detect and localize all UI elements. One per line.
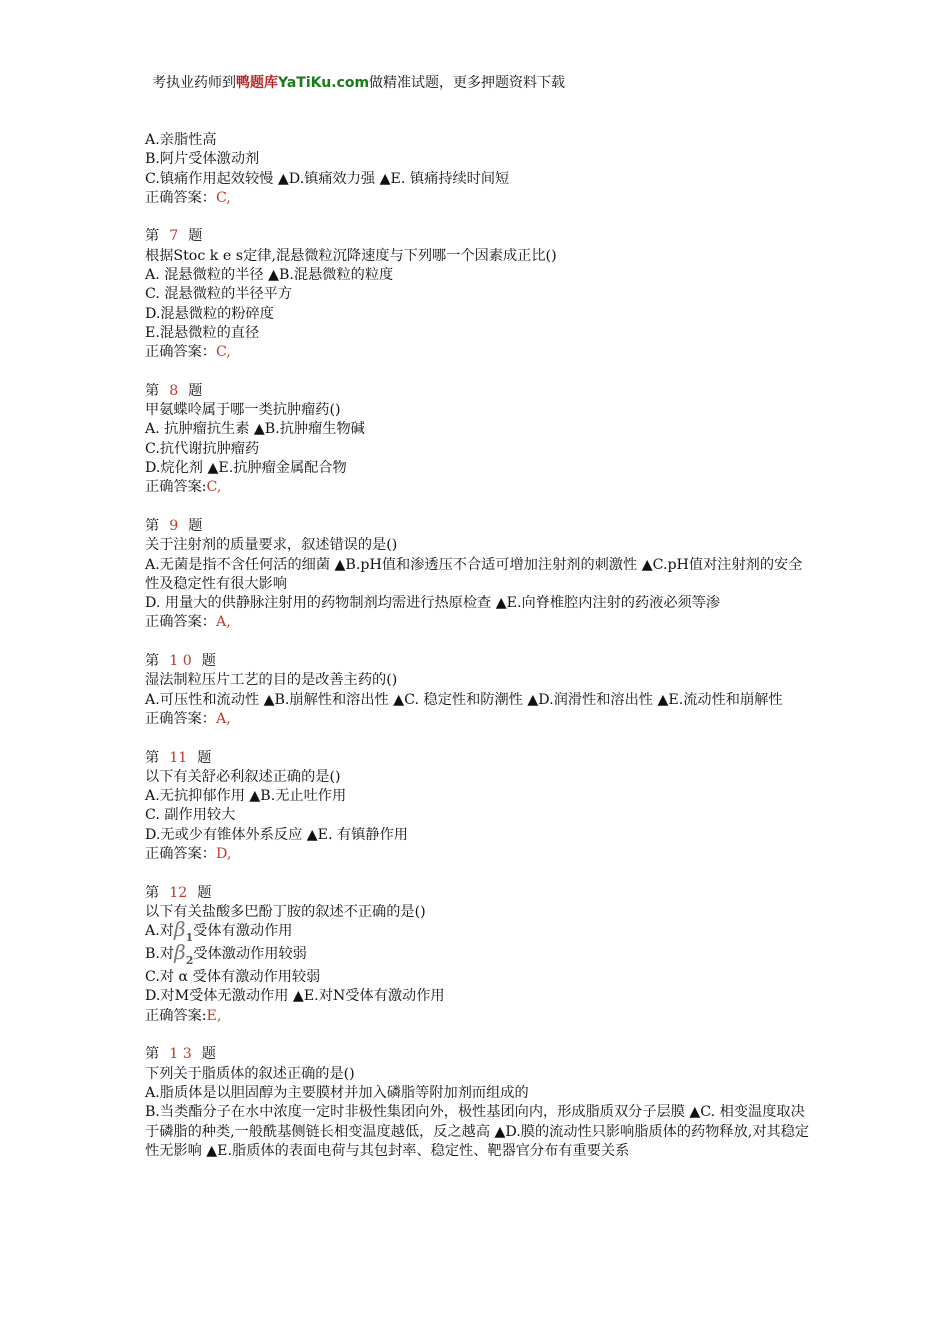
option-line: C.对 α 受体有激动作用较弱 [145,969,321,986]
beta-subscript: 2 [185,954,194,968]
answer-label: 正确答案： [145,344,216,361]
heading-suffix: 题 [188,228,203,245]
option-line [145,917,810,945]
question-11 [145,749,810,865]
question-stem: 关于注射剂的质量要求，叙述错误的是() [145,537,398,554]
question-10 [145,652,810,729]
option-line: C. 混悬微粒的半径平方 [145,286,293,303]
question-heading [145,749,810,768]
question-stem: 根据Stoc k e s定律,混悬微粒沉降速度与下列哪一个因素成正比() [145,247,557,264]
question-number: 9 [169,517,179,534]
heading-suffix: 题 [201,653,216,670]
answer-line [145,613,810,632]
option-prefix: B.对 [145,946,175,963]
page-header [152,72,565,92]
option-line: A.可压性和流动性 ▲B.崩解性和溶出性 ▲C. 稳定性和防潮性 ▲D.润滑性和溶出性 ▲E.流动性和崩解性 [145,691,783,708]
answer-label: 正确答案： [145,710,216,727]
question-number: 1 3 [169,1046,192,1063]
question-12 [145,884,810,1026]
answer-label: 正确答案： [145,845,216,862]
question-6-tail [145,131,810,208]
option-line: A. 混悬微粒的半径 ▲B.混悬微粒的粒度 [145,267,394,284]
header-site-link[interactable]: YaTiKu.com [278,75,370,91]
option-line: A.无菌是指不含任何活的细菌 ▲B.pH值和渗透压不合适可增加注射剂的刺激性 ▲C.pH值对注射剂的安全性及稳定性有很大影响 [145,556,803,592]
answer-line [145,343,810,362]
option-line: C.抗代谢抗肿瘤药 [145,440,260,457]
option-line: A. 抗肿瘤抗生素 ▲B.抗肿瘤生物碱 [145,421,365,438]
answer-value: C, [206,479,222,496]
beta-glyph: β [174,940,186,965]
question-heading [145,652,810,671]
heading-suffix: 题 [197,884,212,901]
question-heading [145,1045,810,1064]
header-prefix: 考执业药师到 [152,75,236,91]
beta-glyph: β [173,917,186,942]
option-line: C.镇痛作用起效较慢 ▲D.镇痛效力强 ▲E. 镇痛持续时间短 [145,170,510,187]
answer-value: A, [215,710,231,727]
option-prefix: A.对 [145,923,174,940]
heading-prefix: 第 [145,1046,160,1063]
question-stem: 以下有关盐酸多巴酚丁胺的叙述不正确的是() [145,903,426,920]
question-7 [145,227,810,362]
question-heading [145,517,810,536]
answer-line [145,1007,810,1026]
question-13 [145,1045,810,1161]
question-stem: 下列关于脂质体的叙述正确的是() [145,1065,355,1082]
question-number: 7 [169,228,179,245]
option-line: B.阿片受体激动剂 [145,151,260,168]
question-heading [145,884,810,903]
answer-label: 正确答案: [145,479,207,496]
heading-suffix: 题 [197,749,212,766]
answer-line [145,845,810,864]
answer-label: 正确答案： [145,189,216,206]
answer-label: 正确答案: [145,1007,207,1024]
question-heading [145,227,810,246]
heading-suffix: 题 [188,517,203,534]
answer-value: C, [215,189,231,206]
heading-prefix: 第 [145,382,160,399]
option-line: A.脂质体是以胆固醇为主要膜材并加入磷脂等附加剂而组成的 [145,1084,529,1101]
answer-value: E, [206,1007,222,1024]
question-8 [145,382,810,498]
answer-line [145,710,810,729]
heading-prefix: 第 [145,884,160,901]
option-line: B.当类酯分子在水中浓度一定时非极性集团向外，极性基团向内，形成脂质双分子层膜 ▲C. 相变温度取决于磷脂的种类,一般酰基侧链长相变温度越低，反之越高 ▲D.膜的流动性只影响脂质体的药物释放,对其稳定性无影响 ▲E.脂质体的表面电荷与其包封率、稳定性、靶器官分布有重要关系 [145,1104,810,1159]
option-line [145,940,810,968]
beta-symbol-image [174,940,194,968]
header-brand: 鸭题库 [236,75,278,91]
option-suffix: 受体有激动作用 [193,923,293,940]
question-stem: 以下有关舒必利叙述正确的是() [145,768,341,785]
heading-suffix: 题 [188,382,203,399]
heading-prefix: 第 [145,653,160,670]
answer-line [145,478,810,497]
option-line: D.烷化剂 ▲E.抗肿瘤金属配合物 [145,460,347,477]
question-number: 8 [169,382,179,399]
heading-prefix: 第 [145,749,160,766]
question-stem: 甲氨蝶呤属于哪一类抗肿瘤药() [145,402,341,419]
option-line: D.混悬微粒的粉碎度 [145,305,274,322]
option-line: A.无抗抑郁作用 ▲B.无止吐作用 [145,788,347,805]
option-line: E.混悬微粒的直径 [145,324,260,341]
header-suffix: 做精准试题，更多押题资料下载 [369,75,566,91]
answer-line [145,189,810,208]
option-line: D.无或少有锥体外系反应 ▲E. 有镇静作用 [145,826,408,843]
option-line: A.亲脂性高 [145,132,217,148]
heading-prefix: 第 [145,228,160,245]
answer-label: 正确答案： [145,614,216,631]
option-line: D.对M受体无激动作用 ▲E.对N受体有激动作用 [145,988,445,1005]
question-number: 1 0 [169,653,192,670]
answer-value: D, [215,845,232,862]
question-stem: 湿法制粒压片工艺的目的是改善主药的() [145,672,398,689]
question-heading [145,382,810,401]
question-list [145,131,810,1180]
option-line: C. 副作用较大 [145,807,236,824]
heading-prefix: 第 [145,517,160,534]
beta-subscript: 1 [185,931,194,945]
answer-value: C, [215,344,231,361]
question-9 [145,517,810,633]
option-line: D. 用量大的供静脉注射用的药物制剂均需进行热原检查 ▲E.向脊椎腔内注射的药液必须等渗 [145,595,721,612]
question-number: 11 [169,749,188,766]
question-number: 12 [169,884,188,901]
heading-suffix: 题 [201,1046,216,1063]
answer-value: A, [215,614,231,631]
option-suffix: 受体激动作用较弱 [193,946,307,963]
